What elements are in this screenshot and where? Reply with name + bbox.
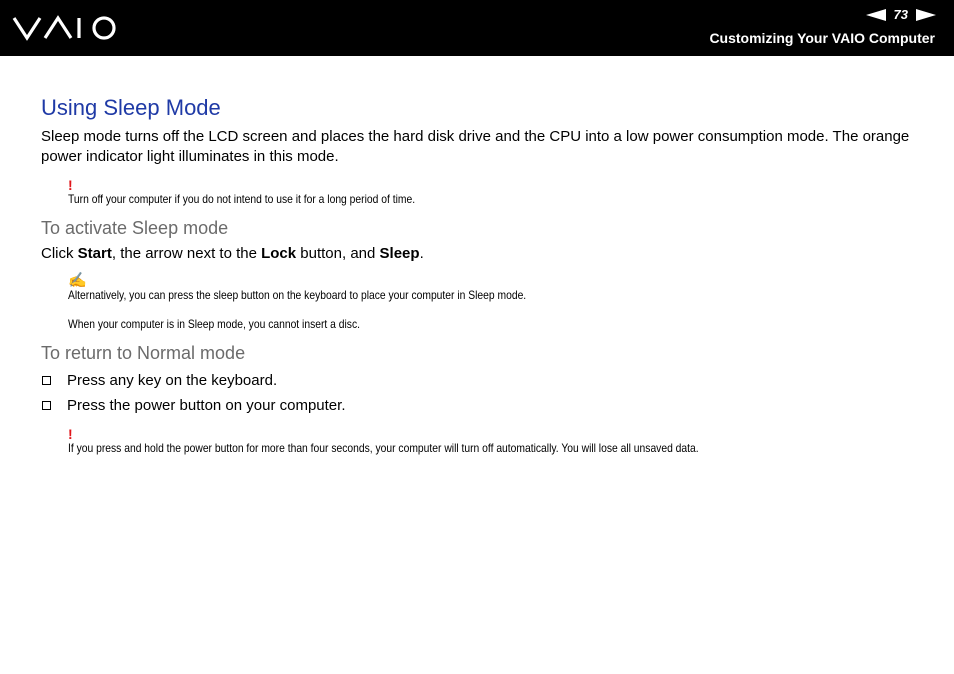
- instruction-text: button, and: [296, 245, 380, 262]
- previous-page-arrow-icon[interactable]: [866, 9, 886, 21]
- activate-heading: To activate Sleep mode: [41, 218, 229, 238]
- list-item: [41, 368, 921, 393]
- next-page-arrow-icon[interactable]: [916, 9, 936, 21]
- main-content: [41, 94, 921, 456]
- page-number: 73: [893, 7, 908, 22]
- page-header: [0, 0, 954, 56]
- list-item-text: Press any key on the keyboard.: [67, 372, 278, 389]
- warning-note: [68, 179, 921, 207]
- activate-instruction: [41, 244, 921, 264]
- instruction-text: Click: [41, 245, 78, 262]
- return-heading: To return to Normal mode: [41, 343, 246, 363]
- info-note: [68, 274, 921, 332]
- list-item: [41, 393, 921, 418]
- checkbox-bullet-icon: [42, 401, 51, 410]
- page-title: Using Sleep Mode: [41, 95, 221, 120]
- vaio-logo: [12, 14, 120, 42]
- note-text: When your computer is in Sleep mode, you cannot insert a disc.: [68, 317, 360, 331]
- instruction-text: .: [419, 245, 424, 262]
- note-text: Alternatively, you can press the sleep button on the keyboard to place your computer in Sleep mode.: [68, 288, 527, 302]
- page-navigation: [866, 7, 936, 22]
- sleep-label: Sleep: [379, 245, 420, 262]
- list-item-text: Press the power button on your computer.: [67, 397, 346, 414]
- warning-text: Turn off your computer if you do not intend to use it for a long period of time.: [68, 192, 416, 206]
- instruction-text: , the arrow next to the: [111, 245, 262, 262]
- intro-paragraph: Sleep mode turns off the LCD screen and places the hard disk drive and the CPU into a low power consumption mode. The orange power indicator light illuminates in this mode.: [41, 128, 910, 165]
- warning-text: If you press and hold the power button for more than four seconds, your computer will turn off automatically. You will lose all unsaved data.: [68, 441, 699, 455]
- return-steps-list: [41, 368, 921, 418]
- lock-label: Lock: [261, 245, 297, 262]
- warning-note: [68, 428, 921, 456]
- checkbox-bullet-icon: [42, 376, 51, 385]
- section-title: Customizing Your VAIO Computer: [709, 30, 935, 46]
- writing-hand-icon: ✍: [68, 272, 87, 289]
- warning-icon: !: [68, 177, 73, 193]
- start-label: Start: [77, 245, 112, 262]
- warning-icon: !: [68, 426, 73, 442]
